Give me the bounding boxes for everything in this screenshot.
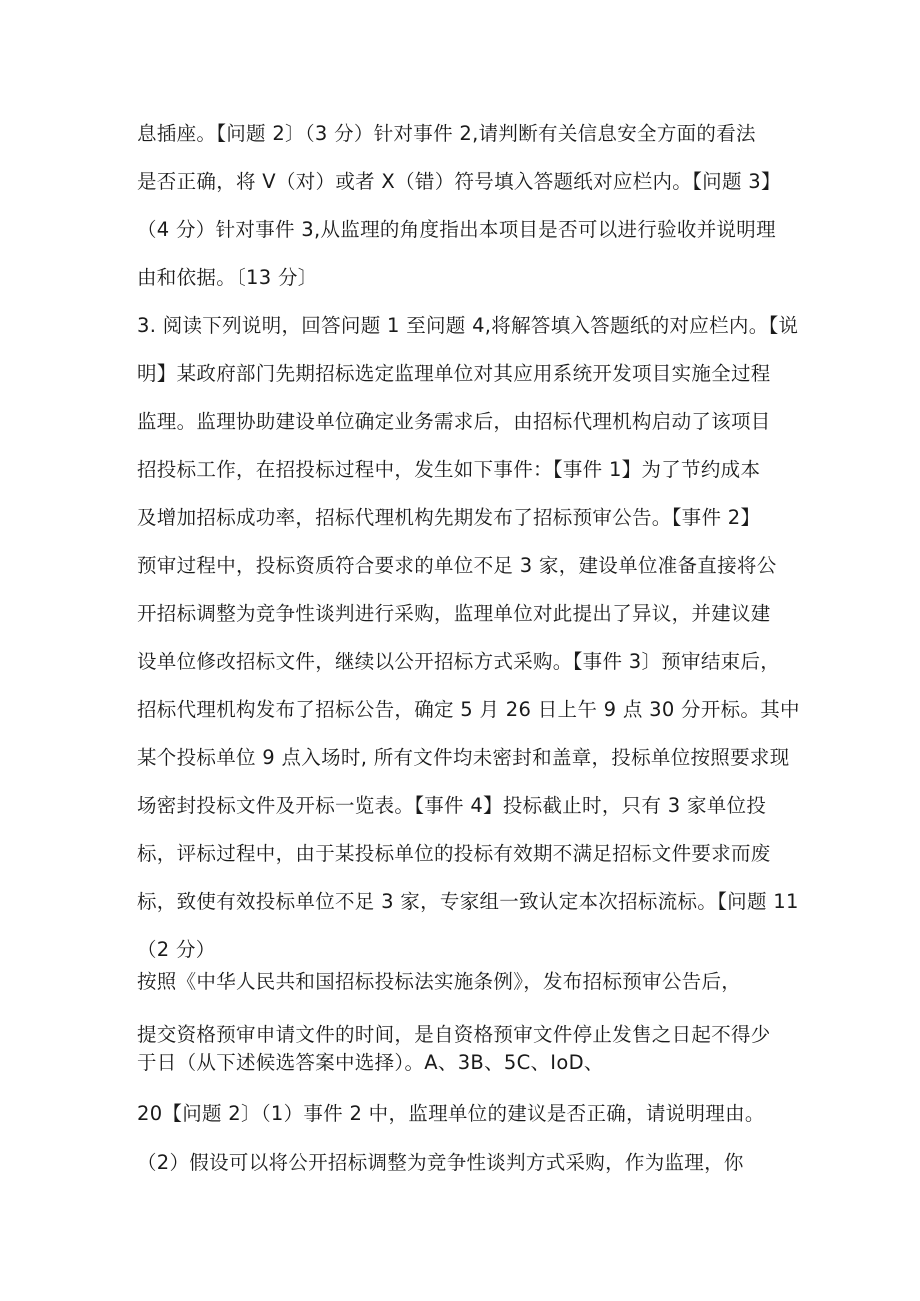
text-line: 及增加招标成功率，招标代理机构先期发布了招标预审公告。【事件 2】 — [137, 506, 761, 529]
text-line: 按照《中华人民共和国招标投标法实施条例》，发布招标预审公告后， — [137, 970, 742, 993]
text-line: 招投标工作，在招投标过程中，发生如下事件：【事件 1】为了节约成本 — [137, 458, 761, 481]
text-line: （2）假设可以将公开招标调整为竞争性谈判方式采购，作为监理，你 — [137, 1151, 744, 1174]
text-line: 于日（从下述候选答案中选择）。A、3B、5C、IoD、 — [137, 1051, 604, 1074]
text-line: （2 分） — [137, 938, 216, 961]
text-line: 预审过程中，投标资质符合要求的单位不足 3 家，建设单位准备直接将公 — [137, 554, 777, 577]
text-line: 明】某政府部门先期招标选定监理单位对其应用系统开发项目实施全过程 — [137, 362, 771, 385]
text-line: 3. 阅读下列说明，回答问题 1 至问题 4,将解答填入答题纸的对应栏内。【说 — [137, 314, 799, 337]
text-line: 20【问题 2〕（1）事件 2 中，监理单位的建议是否正确，请说明理由。 — [137, 1102, 765, 1125]
text-line: 标，评标过程中，由于某投标单位的投标有效期不满足招标文件要求而废 — [137, 842, 771, 865]
text-line: 提交资格预审申请文件的时间，是自资格预审文件停止发售之日起不得少 — [137, 1023, 771, 1046]
text-line: （4 分）针对事件 3,从监理的角度指出本项目是否可以进行验收并说明理 — [137, 218, 776, 241]
text-line: 开招标调整为竞争性谈判进行采购，监理单位对此提出了异议，并建议建 — [137, 602, 771, 625]
text-line: 场密封投标文件及开标一览表。【事件 4】投标截止时，只有 3 家单位投 — [137, 794, 767, 817]
text-line: 招标代理机构发布了招标公告，确定 5 月 26 日上午 9 点 30 分开标。其中 — [137, 698, 800, 721]
text-line: 标，致使有效投标单位不足 3 家，专家组一致认定本次招标流标。【问题 11 — [137, 890, 799, 913]
text-line: 由和依据。〔13 分〕 — [137, 266, 318, 289]
text-line: 是否正确，将 V（对）或者 X（错）符号填入答题纸对应栏内。【问题 3】 — [137, 170, 781, 193]
text-line: 某个投标单位 9 点入场时, 所有文件均未密封和盖章，投标单位按照要求现 — [137, 746, 790, 769]
text-line: 设单位修改招标文件，继续以公开招标方式采购。【事件 3〕预审结束后， — [137, 650, 781, 673]
text-line: 息插座。【问题 2〕（3 分）针对事件 2,请判断有关信息安全方面的看法 — [137, 122, 756, 145]
text-line: 监理。监理协助建设单位确定业务需求后，由招标代理机构启动了该项目 — [137, 410, 771, 433]
